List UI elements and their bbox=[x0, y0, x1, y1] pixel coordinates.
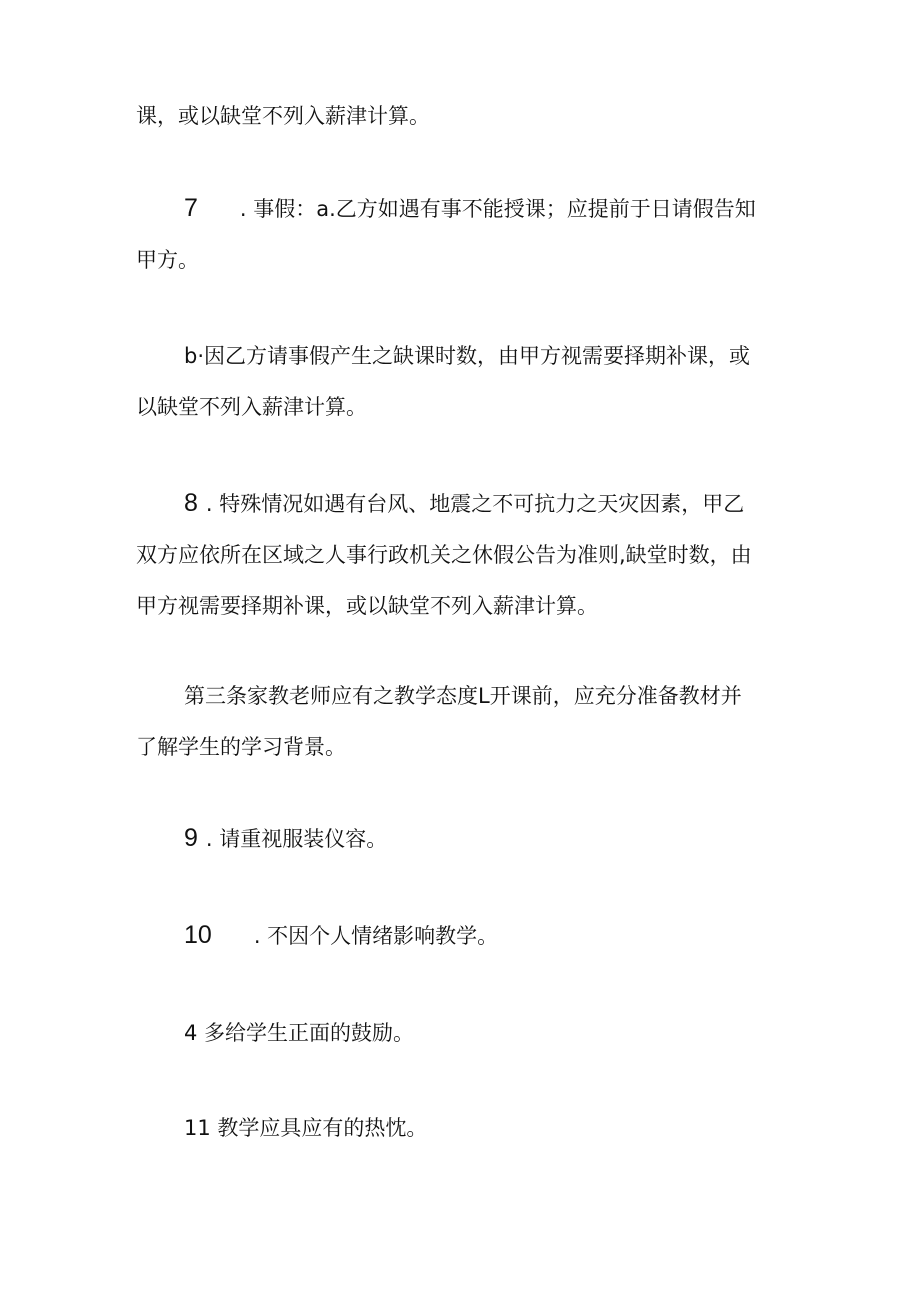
paragraph-item-4 bbox=[136, 1008, 786, 1059]
paragraph-1 bbox=[136, 91, 786, 142]
paragraph-b-line-1: b·因乙方请事假产生之缺课时数，由甲方视需要择期补课，或 bbox=[184, 344, 751, 368]
article-three-paragraph bbox=[136, 671, 786, 773]
paragraph-item-9-line-1: . 请重视服装仪容。 bbox=[205, 827, 388, 851]
paragraph-b bbox=[136, 331, 786, 433]
item-number: 9 bbox=[184, 824, 198, 852]
paragraph-item-11 bbox=[136, 1103, 786, 1154]
paragraph-item-10 bbox=[136, 910, 786, 962]
item-number: 10 bbox=[184, 921, 212, 949]
paragraph-item-9 bbox=[136, 813, 786, 865]
article-three-line-1: 第三条家教老师应有之教学态度L开课前，应充分准备教材并 bbox=[184, 684, 742, 708]
paragraph-item-8 bbox=[136, 478, 786, 632]
paragraph-item-8-line-1: . 特殊情况如遇有台风、地震之不可抗力之天灾因素，甲乙 bbox=[205, 492, 745, 516]
paragraph-item-10-line-1: . 不因个人情绪影响教学。 bbox=[253, 924, 499, 948]
paragraph-item-8-line-3: 甲方视需要择期补课，或以缺堂不列入薪津计算。 bbox=[136, 594, 598, 618]
paragraph-b-line-2: 以缺堂不列入薪津计算。 bbox=[136, 395, 367, 419]
paragraph-1-line-1: 课，或以缺堂不列入薪津计算。 bbox=[136, 104, 430, 128]
item-number: 7 bbox=[184, 194, 198, 222]
item-number: 8 bbox=[184, 489, 198, 517]
paragraph-item-7-line-2: 甲方。 bbox=[136, 248, 199, 272]
paragraph-item-7-line-1: . 事假：a.乙方如遇有事不能授课；应提前于日请假告知 bbox=[239, 197, 756, 221]
paragraph-item-11-line-1: 11 教学应具应有的热忱。 bbox=[184, 1116, 428, 1140]
paragraph-item-8-line-2: 双方应依所在区域之人事行政机关之休假公告为准则,缺堂时数，由 bbox=[136, 543, 752, 567]
paragraph-item-7 bbox=[136, 183, 786, 286]
paragraph-item-4-line-1: 4 多给学生正面的鼓励。 bbox=[184, 1021, 415, 1045]
article-three-line-2: 了解学生的学习背景。 bbox=[136, 735, 346, 759]
